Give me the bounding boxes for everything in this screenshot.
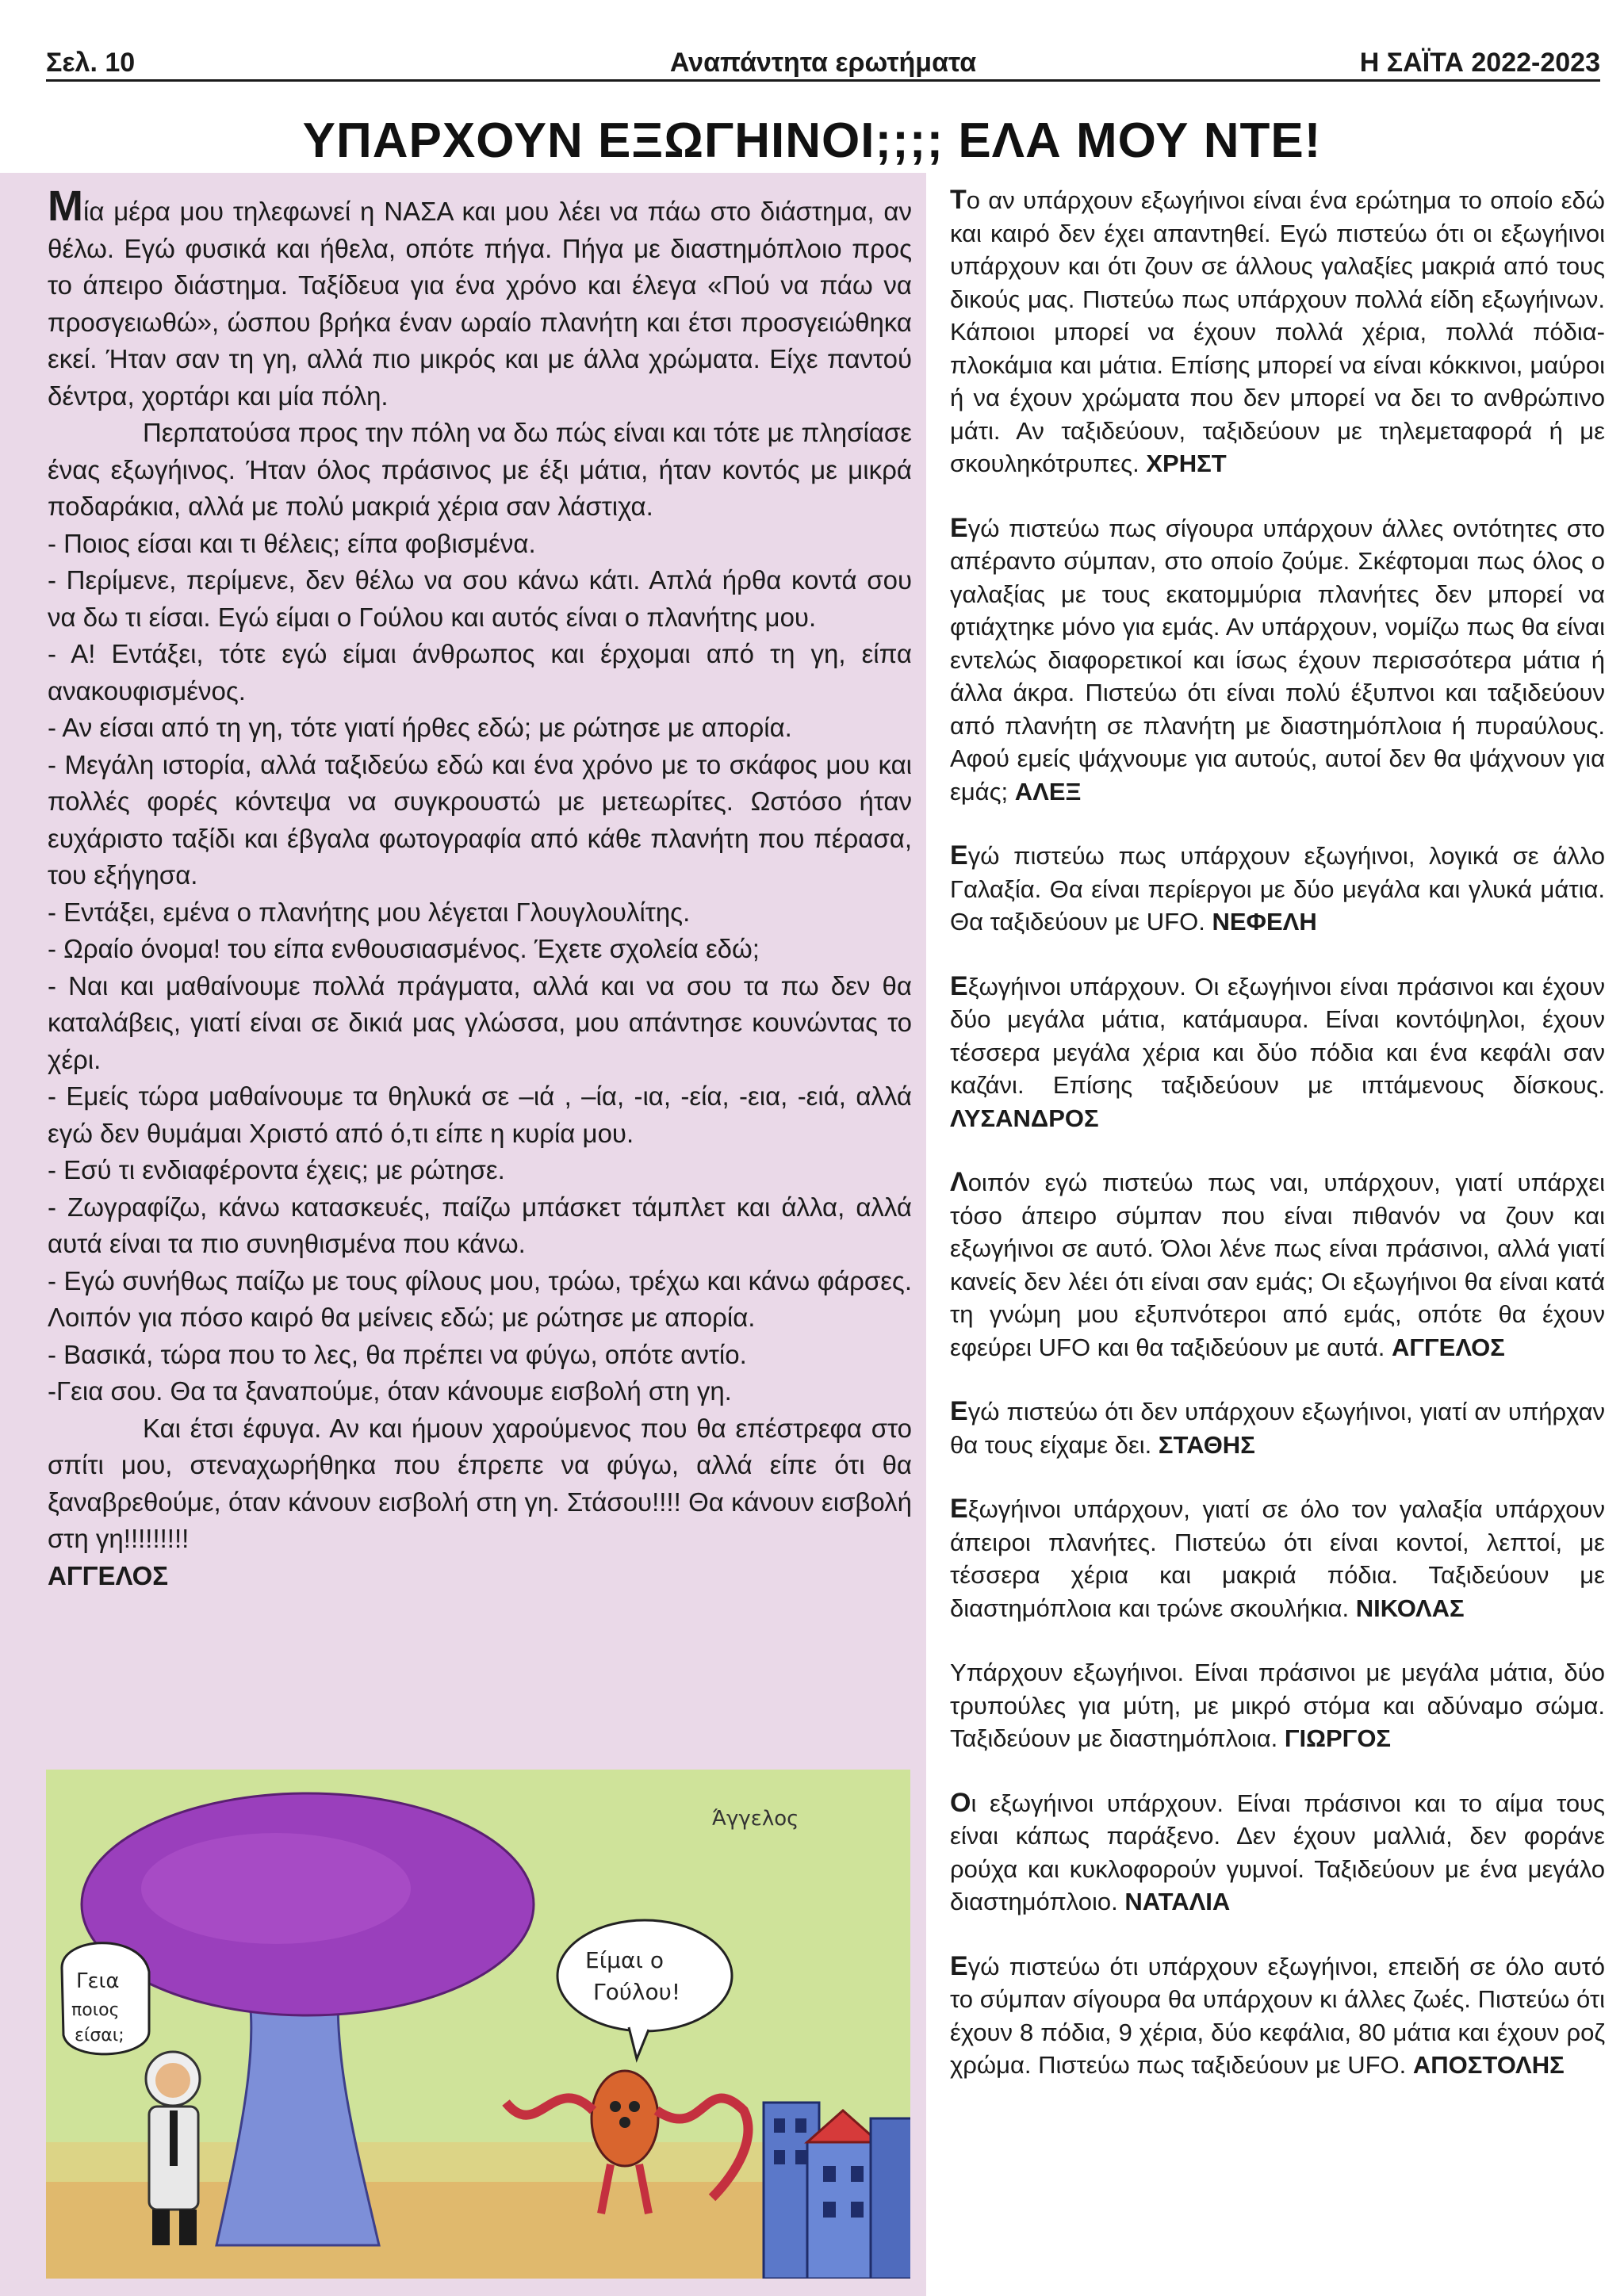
opinion-initial: Ε xyxy=(950,1494,968,1524)
drawing-signature: Άγγελος xyxy=(712,1807,799,1831)
bubble-right-line: Είμαι ο xyxy=(585,1947,664,1973)
opinions-column xyxy=(950,184,1605,2114)
dialogue-line: - Αν είσαι από τη γη, τότε γιατί ήρθες εδώ; με ρώτησε με απορία. xyxy=(48,713,792,742)
bubble-left-line: ποιος xyxy=(71,2000,120,2020)
story-column xyxy=(48,182,912,1594)
opinion-text: ξωγήινοι υπάρχουν. Οι εξωγήινοι είναι πράσινοι και έχουν δύο μεγάλα μάτια, κατάμαυρα. Είναι κοντόψηλοι, έχουν τέσσερα μεγάλα χέρια και δύο πόδια και ένα κεφάλι σαν καζάνι. Επίσης ταξιδεύουν με ιπτάμενους δίσκους. xyxy=(950,972,1605,1099)
tree-canopy-highlight xyxy=(141,1833,411,1944)
opinion-item xyxy=(950,1493,1605,1624)
dialogue-line: - Ωραίο όνομα! του είπα ενθουσιασμένος. Έχετε σχολεία εδώ; xyxy=(48,934,760,963)
opinion-text: γώ πιστεύω πως σίγουρα υπάρχουν άλλες οντότητες στο απέραντο σύμπαν, στο οποίο ζούμε. Σκέφτομαι πως όλος ο γαλαξίας με τους εκατομμύρια πλανήτες δεν μπορεί να φτιάχτηκε μόνο για εμάς. Αν υπάρχουν, νομίζω πως θα είναι εντελώς διαφορετικοί και ίσως έχουν περισσότερα μάτια ή άλλα άκρα. Πιστεύω ότι είναι πολύ έξυπνοι και ταξιδεύουν από πλανήτη σε πλανήτη με διαστημόπλοια ή πυραύλους. Αφού εμείς ψάχνουμε για αυτούς, αυτοί δεν θα ψάχνουν για εμάς; xyxy=(950,514,1605,806)
opinion-author: ΝΙΚΟΛΑΣ xyxy=(1355,1594,1465,1622)
opinion-initial: Τ xyxy=(950,185,967,215)
dropcap: Μ xyxy=(48,182,83,230)
speech-bubble-left xyxy=(62,1943,149,2054)
opinion-text: γώ πιστεύω πως υπάρχουν εξωγήινοι, λογικά σε άλλο Γαλαξία. Θα είναι περίεργοι με δύο μεγάλα και γλυκά μάτια. Θα ταξιδεύουν με UFO. xyxy=(950,842,1605,936)
bubble-left-line: είσαι; xyxy=(75,2026,124,2045)
opinion-author: ΝΕΦΕΛΗ xyxy=(1212,908,1317,936)
child-drawing xyxy=(46,1770,910,2279)
opinion-item xyxy=(950,1950,1605,2082)
page-header xyxy=(46,44,1600,81)
opinion-author: ΓΙΩΡΓΟΣ xyxy=(1284,1724,1392,1752)
opinion-author: ΧΡΗΣΤ xyxy=(1146,450,1227,477)
opinion-item xyxy=(950,1166,1605,1364)
opinion-initial: Ε xyxy=(950,1950,968,1981)
dialogue-line: - Εμείς τώρα μαθαίνουμε τα θηλυκά σε –ιά , –ία, -ια, -εία, -εια, -ειά, αλλά εγώ δεν θυμάμαι Χριστό από ό,τι είπε η κυρία μου. xyxy=(48,1081,912,1148)
dialogue-line: - Ζωγραφίζω, κάνω κατασκευές, παίζω μπάσκετ τάμπλετ και άλλα, αλλά αυτά είναι τα πιο συνηθισμένα που κάνω. xyxy=(48,1192,912,1258)
opinion-author: ΝΑΤΑΛΙΑ xyxy=(1124,1888,1231,1915)
opinion-item xyxy=(950,970,1605,1135)
dialogue-line: - Ναι και μαθαίνουμε πολλά πράγματα, αλλά και να σου τα πω δεν θα καταλάβεις, γιατί είναι σε δικιά μας γλώσσα, μου απάντησε κουνώντας το χέρι. xyxy=(48,970,912,1074)
bubble-left-line: Γεια xyxy=(76,1969,120,1993)
opinion-text: γώ πιστεύω ότι δεν υπάρχουν εξωγήινοι, γιατί αν υπήρχαν θα τους είχαμε δει. xyxy=(950,1398,1605,1459)
opinion-initial: Ε xyxy=(950,970,968,1001)
dialogue-line: - Εγώ συνήθως παίζω με τους φίλους μου, τρώω, τρέχω και κάνω φάρσες. Λοιπόν για πόσο καιρό θα μείνεις εδώ; με ρώτησε με απορία. xyxy=(48,1265,912,1332)
opinion-item xyxy=(950,512,1605,809)
page-number: Σελ. 10 xyxy=(46,48,136,78)
article-title: ΥΠΑΡΧΟΥΝ ΕΞΩΓΗΙΝΟΙ;;;; ΕΛΑ ΜΟΥ ΝΤΕ! xyxy=(302,113,1322,168)
dialogue-line: - Μεγάλη ιστορία, αλλά ταξιδεύω εδώ και ένα χρόνο με το σκάφος μου και πολλές φορές κόντεψα να συγκρουστώ με μετεωρίτες. Ωστόσο ήταν ευχάριστο ταξίδι και έβγαλα φωτογραφία από κάθε πλανήτη που πέρασα, του εξήγησα. xyxy=(48,749,912,890)
opinion-initial: Ο xyxy=(950,1787,971,1818)
opinion-initial: Ε xyxy=(950,840,968,871)
opinion-text: ο αν υπάρχουν εξωγήινοι είναι ένα ερώτημα το οποίο εδώ και καιρό δεν έχει απαντηθεί. Εγώ πιστεύω ότι οι εξωγήινοι υπάρχουν και ότι ζουν σε άλλους γαλαξίες μακριά από τους δικούς μας. Πιστεύω πως υπάρχουν πολλά είδη εξωγήινων. Κάποιοι μπορεί να έχουν πολλά χέρια, πολλά πόδια-πλοκάμια και μάτια. Επίσης μπορεί να είναι κόκκινοι, μαύροι ή να έχουν χρώματα που δεν μπορεί να δει το ανθρώπινο μάτι. Αν ταξιδεύουν, ταξιδεύουν με τηλεμεταφορά ή με σκουληκότρυπες. xyxy=(950,186,1605,477)
dialogue-line: - Βασικά, τώρα που το λες, θα πρέπει να φύγω, οπότε αντίο. xyxy=(48,1339,747,1369)
story-paragraph-2: Περπατούσα προς την πόλη να δω πώς είναι και τότε με πλησίασε ένας εξωγήινος. Ήταν όλος πράσινος με έξι μάτια, ήταν κοντός με μικρά ποδαράκια, αλλά με πολύ μακριά χέρια σαν λάστιχα. xyxy=(48,418,912,521)
dialogue-line: - Περίμενε, περίμενε, δεν θέλω να σου κάνω κάτι. Απλά ήρθα κοντά σου να δω τι είσαι. Εγώ είμαι ο Γούλου και αυτός είναι ο πλανήτης μου. xyxy=(48,565,912,632)
opinion-item xyxy=(950,1656,1605,1755)
opinion-author: ΑΓΓΕΛΟΣ xyxy=(1391,1333,1505,1361)
opinion-text: Υπάρχουν εξωγήινοι. Είναι πράσινοι με μεγάλα μάτια, δύο τρυπούλες για μύτη, με μικρό στόμα και αδύναμο σώμα. Ταξιδεύουν με διαστημόπλοια. xyxy=(950,1659,1605,1752)
opinion-text: οιπόν εγώ πιστεύω πως ναι, υπάρχουν, γιατί υπάρχει τόσο άπειρο σύμπαν που είναι πιθανόν να ζουν και εξωγήινοι σε αυτό. Όλοι λένε πως είναι πράσινοι, αλλά γιατί κανείς δεν λέει ότι είναι σαν εμάς; Οι εξωγήινοι θα είναι κατά τη γνώμη μου εξυπνότεροι από εμάς, οπότε θα έχουν εφεύρει UFO και θα ταξιδεύουν με αυτά. xyxy=(950,1169,1605,1361)
opinion-text: ι εξωγήινοι υπάρχουν. Είναι πράσινοι και το αίμα τους είναι κάπως παράξενο. Δεν έχουν μαλλιά, δεν φοράνε ρούχα και κυκλοφορούν γυμνοί. Ταξιδεύουν με ένα μεγάλο διαστημόπλοιο. xyxy=(950,1789,1605,1915)
dialogue-line: - Εντάξει, εμένα ο πλανήτης μου λέγεται Γλουγλουλίτης. xyxy=(48,897,691,927)
story-ending: Και έτσι έφυγα. Αν και ήμουν χαρούμενος που θα επέστρεφα στο σπίτι μου, στεναχωρήθηκα που έπρεπε να φύγω, αλλά είπε ότι θα ξαναβρεθούμε, όταν κάνουν εισβολή στη γη. Στάσου!!!! Θα κάνουν εισβολή στη γη!!!!!!!!! xyxy=(48,1413,912,1553)
opinion-author: ΣΤΑΘΗΣ xyxy=(1158,1430,1255,1459)
dialogue-line: - Ποιος είσαι και τι θέλεις; είπα φοβισμένα. xyxy=(48,528,536,558)
publication-name: Η ΣΑΪΤΑ 2022-2023 xyxy=(1359,48,1600,78)
story-text-1: ία μέρα μου τηλεφωνεί η ΝΑΣΑ και μου λέει να πάω στο διάστημα, αν θέλω. Εγώ φυσικά και ήθελα, οπότε πήγα. Πήγα με διαστημόπλοιο προς το άπειρο διάστημα. Ταξίδευα για ένα χρόνο και έλεγα «Πού να πάω να προσγειωθώ», ώσπου βρήκα έναν ωραίο πλανήτη και έτσι προσγειώθηκα εκεί. Ήταν σαν τη γη, αλλά πιο μικρός και με άλλα χρώματα. Είχε παντού δέντρα, χορτάρι και μία πόλη. xyxy=(48,197,912,411)
opinion-text: γώ πιστεύω ότι υπάρχουν εξωγήινοι, επειδή σε όλο αυτό το σύμπαν σίγουρα θα υπάρχουν κι άλλες ζωές. Πιστεύω ότι έχουν 8 πόδια, 9 χέρια, δύο κεφάλια, 80 μάτια και έχουν ροζ χρώμα. Πιστεύω πως ταξιδεύουν με UFO. xyxy=(950,1952,1605,2079)
dialogue-line: - Α! Εντάξει, τότε εγώ είμαι άνθρωπος και έρχομαι από τη γη, είπα ανακουφισμένος. xyxy=(48,639,912,706)
opinion-item xyxy=(950,1395,1605,1461)
opinion-initial: Ε xyxy=(950,1396,968,1426)
opinion-item xyxy=(950,1787,1605,1919)
header-divider xyxy=(46,79,1600,82)
opinion-author: ΑΠΟΣΤΟΛΗΣ xyxy=(1412,2051,1565,2079)
opinion-item xyxy=(950,184,1605,480)
city-buildings xyxy=(764,2103,910,2279)
opinion-text: ξωγήινοι υπάρχουν, γιατί σε όλο τον γαλαξία υπάρχουν άπειροι πλανήτες. Πιστεύω ότι είναι κοντοί, λεπτοί, με τέσσερα χέρια και μακριά πόδια. Ταξιδεύουν με διαστημόπλοια και τρώνε σκουλήκια. xyxy=(950,1495,1605,1622)
drawing-illustration xyxy=(46,1770,910,2279)
section-title: Αναπάντητα ερωτήματα xyxy=(669,48,977,78)
opinion-item xyxy=(950,840,1605,939)
opinion-author: ΑΛΕΞ xyxy=(1014,777,1082,806)
opinion-initial: Ε xyxy=(950,512,968,543)
story-author: ΑΓΓΕΛΟΣ xyxy=(48,1560,169,1590)
opinion-initial: Λ xyxy=(950,1167,968,1197)
opinion-author: ΛΥΣΑΝΔΡΟΣ xyxy=(950,1104,1099,1132)
story-paragraph-1 xyxy=(48,182,912,415)
dialogue-line: - Εσύ τι ενδιαφέροντα έχεις; με ρώτησε. xyxy=(48,1155,505,1184)
bubble-right-line: Γούλου! xyxy=(593,1979,681,2005)
dialogue-line: -Γεια σου. Θα τα ξαναπούμε, όταν κάνουμε εισβολή στη γη. xyxy=(48,1376,732,1406)
